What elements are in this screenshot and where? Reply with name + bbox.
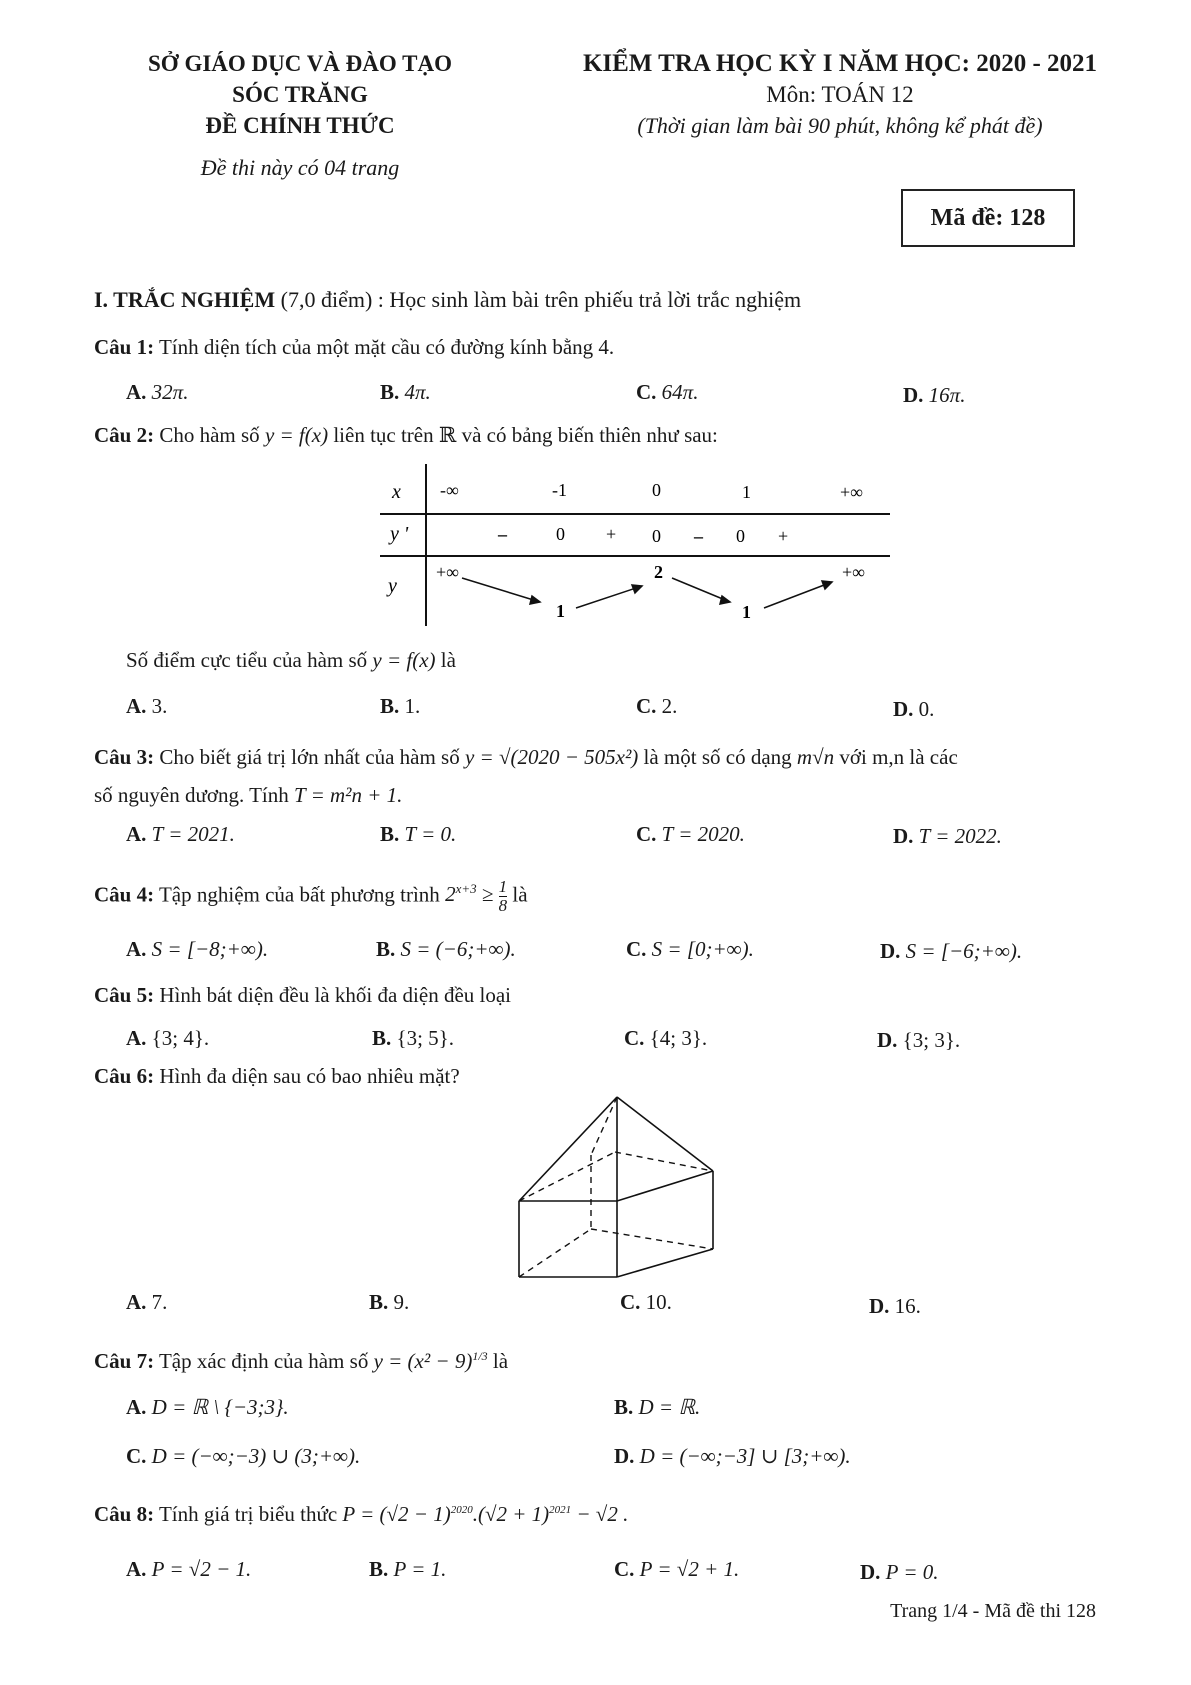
formula: $2^{x+3}$ ≥ $\frac{1}{8}$ — [445, 877, 508, 915]
x-value: -∞ — [440, 480, 459, 500]
y-value: 1 — [742, 602, 751, 622]
formula: y = √(2020 − 505x²) — [464, 745, 639, 769]
y-value: 2 — [654, 562, 663, 582]
pages-note: Đề thi này có 04 trang — [200, 155, 400, 180]
official-text: ĐỀ CHÍNH THỨC — [205, 113, 395, 138]
dy-value: 0 — [736, 526, 745, 546]
q8-option-a: A. P = √2 − 1. — [126, 1557, 252, 1581]
q3-option-b: B. T = 0. — [380, 822, 457, 846]
dy-sign: – — [498, 524, 507, 544]
question-4: Câu 4: Tập nghiệm của bất phương trình $2^{x+3}$ ≥ $\frac{1}{8}$ là — [94, 877, 528, 915]
header-right — [520, 48, 1160, 141]
section-label: I. TRẮC NGHIỆM — [94, 287, 276, 312]
x-value: 1 — [742, 482, 751, 502]
dy-sign: + — [778, 526, 789, 546]
q7-option-c: C. D = (−∞;−3) ∪ (3;+∞). — [126, 1444, 361, 1468]
question-3: Câu 3: Cho biết giá trị lớn nhất của hàm số y = √(2020 − 505x²) là một số có dạng m√n với m,n là các — [94, 745, 958, 769]
y-value: +∞ — [436, 562, 459, 582]
q1-option-c: C. 64π. — [636, 380, 699, 404]
y-value: +∞ — [842, 562, 865, 582]
q8-option-b: B. P = 1. — [369, 1557, 447, 1581]
q4-option-d: D. S = [−6;+∞). — [880, 939, 1023, 963]
q2-option-a: A. 3. — [126, 694, 168, 718]
variation-table — [380, 460, 900, 630]
q4-option-c: C. S = [0;+∞). — [626, 937, 754, 961]
y-value: 1 — [556, 601, 565, 621]
question-5: Câu 5: Hình bát diện đều là khối đa diện đều loại — [94, 983, 512, 1007]
province-name: SÓC TRĂNG — [232, 82, 368, 107]
q3-option-d: D. T = 2022. — [893, 824, 1002, 848]
question-3-line2: số nguyên dương. Tính T = m²n + 1. — [94, 783, 403, 807]
q7-option-a: A. D = ℝ \ {−3;3}. — [126, 1395, 289, 1419]
dy-sign: + — [606, 524, 617, 544]
formula: $P = (√2 - 1)^{2020}.(√2 + 1)^{2021} - √2$ . — [342, 1502, 629, 1526]
row-dy-label: y ' — [390, 523, 409, 545]
q5-option-c: C. {4; 3}. — [624, 1026, 708, 1050]
question-8: Câu 8: Tính giá trị biểu thức $P = (√2 - 1)^{2020}.(√2 + 1)^{2021} - √2$ . — [94, 1502, 629, 1526]
q8-option-d: D. P = 0. — [860, 1560, 939, 1584]
question-text: Tính diện tích của một mặt cầu có đường kính bằng 4. — [158, 335, 615, 359]
q6-option-d: D. 16. — [869, 1294, 921, 1318]
formula: $y = (x^2 - 9)^{1/3}$ — [373, 1349, 488, 1373]
q7-option-b: B. D = ℝ. — [614, 1395, 701, 1419]
q4-option-a: A. S = [−8;+∞). — [126, 937, 269, 961]
section-points: (7,0 điểm) : Học sinh làm bài trên phiếu trả lời trắc nghiệm — [280, 287, 802, 312]
page-footer: Trang 1/4 - Mã đề thi 128 — [890, 1600, 1096, 1622]
question-2: Câu 2: Cho hàm số y = f(x) liên tục trên ℝ và có bảng biến thiên như sau: — [94, 423, 718, 447]
q1-option-b: B. 4π. — [380, 380, 431, 404]
row-y-label: y — [388, 575, 397, 597]
question-7: Câu 7: Tập xác định của hàm số $y = (x^2 - 9)^{1/3}$ là — [94, 1349, 509, 1373]
q5-option-b: B. {3; 5}. — [372, 1026, 455, 1050]
q2-option-c: C. 2. — [636, 694, 678, 718]
exam-code-box: Mã đề: 128 — [901, 189, 1075, 247]
q5-option-a: A. {3; 4}. — [126, 1026, 210, 1050]
question-2-sub: Số điểm cực tiểu của hàm số y = f(x) là — [126, 648, 456, 672]
q4-option-b: B. S = (−6;+∞). — [376, 937, 516, 961]
subject: Môn: TOÁN 12 — [766, 82, 914, 107]
q8-option-c: C. P = √2 + 1. — [614, 1557, 740, 1581]
section-title — [94, 287, 801, 313]
time-note: (Thời gian làm bài 90 phút, không kể phát đề) — [637, 113, 1043, 138]
header-left — [90, 48, 510, 181]
q3-option-a: A. T = 2021. — [126, 822, 235, 846]
dy-sign: – — [694, 526, 703, 546]
x-value: 0 — [652, 480, 661, 500]
q7-option-d: D. D = (−∞;−3] ∪ [3;+∞). — [614, 1444, 851, 1468]
q1-option-d: D. 16π. — [903, 383, 966, 407]
q1-option-a: A. 32π. — [126, 380, 189, 404]
x-value: -1 — [552, 480, 567, 500]
formula: y = f(x) — [264, 423, 329, 447]
question-1 — [94, 335, 614, 360]
dy-value: 0 — [652, 526, 661, 546]
polyhedron-figure — [505, 1095, 745, 1285]
exam-title: KIỂM TRA HỌC KỲ I NĂM HỌC: 2020 - 2021 — [582, 50, 1098, 77]
official-label — [90, 110, 510, 141]
x-value: +∞ — [840, 482, 863, 502]
q6-option-a: A. 7. — [126, 1290, 168, 1314]
q3-option-c: C. T = 2020. — [636, 822, 745, 846]
q2-option-b: B. 1. — [380, 694, 421, 718]
department-name: SỞ GIÁO DỤC VÀ ĐÀO TẠO — [148, 51, 452, 76]
q5-option-d: D. {3; 3}. — [877, 1028, 961, 1052]
q6-option-b: B. 9. — [369, 1290, 410, 1314]
q6-option-c: C. 10. — [620, 1290, 672, 1314]
question-label: Câu 1: — [94, 335, 155, 359]
dy-value: 0 — [556, 524, 565, 544]
q2-option-d: D. 0. — [893, 697, 935, 721]
row-x-label: x — [392, 481, 401, 503]
question-6: Câu 6: Hình đa diện sau có bao nhiêu mặt? — [94, 1064, 460, 1088]
